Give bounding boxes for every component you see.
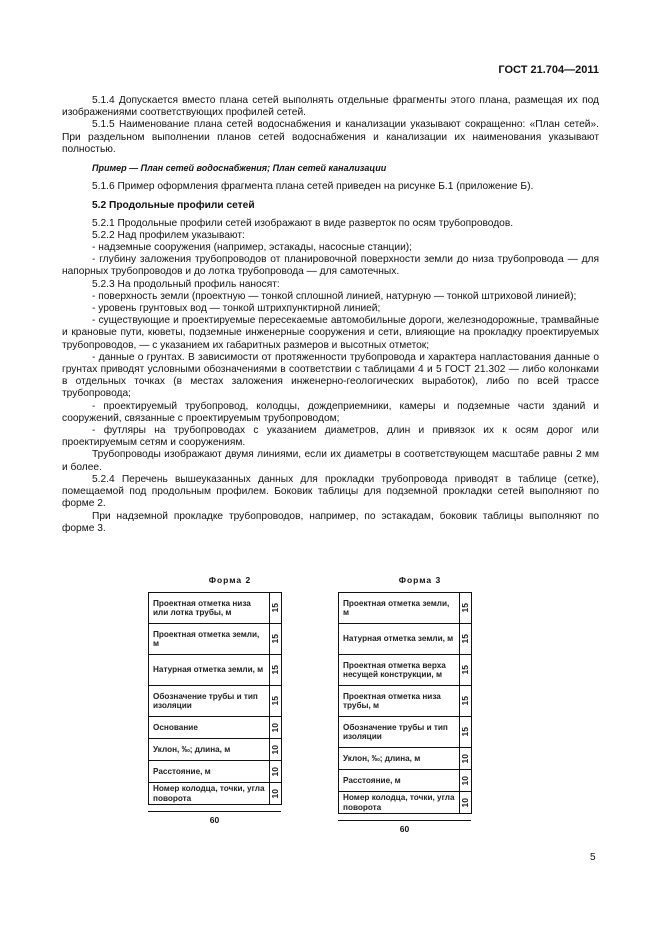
row-size <box>460 655 472 686</box>
paragraph: 5.2.1 Продольные профили сетей изображают в виде разверток по осям трубопроводов. <box>92 217 514 229</box>
width-dimension: 60 <box>148 811 281 826</box>
row-size-value: 15 <box>459 665 470 675</box>
table-row <box>149 686 282 717</box>
paragraph: Трубопроводы изображают двумя линиями, если их диаметры в соответствующем масштабе равны 2 мм и более. <box>62 449 599 473</box>
row-size <box>270 593 282 624</box>
paragraph: При надземной прокладке трубопроводов, например, по эстакадам, боковик таблицы выполняют по форме 3. <box>62 510 599 534</box>
table-row <box>149 783 282 805</box>
row-size <box>460 717 472 748</box>
row-size-value: 15 <box>459 603 470 613</box>
row-size-value: 15 <box>269 696 280 706</box>
table-row <box>149 655 282 686</box>
paragraph: - данные о грунтах. В зависимости от протяженности трубопровода и характера напластования данные о грунтах приводят условными обозначениями в соответствии с таблицами 4 и 5 ГОСТ 21.302 — либо колонками в отдельных точках (в местах заложения инженерно-геологических выработок), либо по всей трассе трубопровода; <box>62 351 599 400</box>
row-label: Проектная отметка низа или лотка трубы, м <box>149 593 270 624</box>
document-header: ГОСТ 21.704—2011 <box>498 64 599 76</box>
row-size-value: 10 <box>459 753 470 764</box>
paragraph: - футляры на трубопроводах с указанием диаметров, длин и привязок их к осям дорог или проектируемым сетям и сооружениям. <box>62 425 599 449</box>
document-body <box>62 95 599 535</box>
row-label: Проектная отметка низа трубы, м <box>339 686 460 717</box>
row-size <box>270 717 282 739</box>
row-size <box>460 624 472 655</box>
table-row <box>339 686 472 717</box>
form-3 <box>338 574 472 835</box>
page-number: 5 <box>590 852 596 863</box>
row-size <box>460 593 472 624</box>
row-size <box>460 748 472 770</box>
row-size <box>460 770 472 792</box>
table-row <box>149 739 282 761</box>
table-row <box>339 792 472 814</box>
row-label: Натурная отметка земли, м <box>149 655 270 686</box>
row-label: Основание <box>149 717 270 739</box>
row-label: Проектная отметка земли, м <box>149 624 270 655</box>
paragraph: 5.1.6 Пример оформления фрагмента плана сетей приведен на рисунке Б.1 (приложение Б). <box>92 181 534 193</box>
row-label: Расстояние, м <box>339 770 460 792</box>
table-row <box>339 770 472 792</box>
row-size-value: 15 <box>459 696 470 706</box>
form-title: Форма 3 <box>398 575 442 585</box>
example: Пример — План сетей водоснабжения; План сетей канализации <box>92 163 387 174</box>
table-row <box>339 624 472 655</box>
paragraph: - глубину заложения трубопроводов от планировочной поверхности земли до низа трубопровода — для напорных трубопроводов и до лотка трубопровода — для самотечных. <box>62 254 599 278</box>
row-size <box>270 624 282 655</box>
row-label: Натурная отметка земли, м <box>339 624 460 655</box>
row-label: Номер колодца, точки, угла поворота <box>339 792 460 814</box>
paragraph: - надземные сооружения (например, эстакады, насосные станции); <box>92 242 412 254</box>
table-row <box>149 717 282 739</box>
row-size-value: 10 <box>269 722 280 733</box>
row-size <box>460 792 472 814</box>
form-table <box>338 592 472 814</box>
row-size-value: 15 <box>459 727 470 737</box>
table-row <box>149 761 282 783</box>
row-size <box>270 686 282 717</box>
row-size-value: 10 <box>459 775 470 786</box>
paragraph: - поверхность земли (проектную — тонкой сплошной линией, натурную — тонкой штриховой линией); <box>92 290 577 302</box>
table-row <box>149 593 282 624</box>
row-label: Обозначение трубы и тип изоляции <box>149 686 270 717</box>
table-row <box>149 624 282 655</box>
paragraph: - уровень грунтовых вод — тонкой штрихпунктирной линией; <box>92 303 381 315</box>
paragraph: - существующие и проектируемые пересекаемые автомобильные дороги, железнодорожные, трамвайные и крановые пути, кюветы, подземные инженерные сооружения и сети, влияющие на прокладку проектируемых трубопроводов, — с указанием их габаритных размеров и высотных отметок; <box>62 315 599 351</box>
paragraph: 5.2.2 Над профилем указывают: <box>92 229 245 241</box>
paragraph: 5.1.4 Допускается вместо плана сетей выполнять отдельные фрагменты этого плана, размещая их под изображениями соответствующих профилей сетей. <box>62 95 599 119</box>
row-size-value: 15 <box>269 634 280 644</box>
table-row <box>339 655 472 686</box>
row-size-value: 15 <box>269 603 280 613</box>
form-title: Форма 2 <box>208 575 252 585</box>
form-2 <box>148 574 282 826</box>
row-size-value: 15 <box>269 665 280 675</box>
row-size-value: 15 <box>459 634 470 644</box>
row-label: Проектная отметка верха несущей конструкции, м <box>339 655 460 686</box>
row-size-value: 10 <box>269 744 280 755</box>
paragraph: 5.2.3 На продольный профиль наносят: <box>92 278 280 290</box>
row-label: Расстояние, м <box>149 761 270 783</box>
row-size-value: 10 <box>269 766 280 777</box>
paragraph: 5.2.4 Перечень вышеуказанных данных для прокладки трубопровода приводят в таблице (сетке), помещаемой под продольным профилем. Боковик таблицы для подземной прокладки сетей выполняют по форме 2. <box>62 473 599 510</box>
row-size <box>270 783 282 805</box>
row-label: Обозначение трубы и тип изоляции <box>339 717 460 748</box>
row-size-value: 10 <box>269 788 280 799</box>
form-table <box>148 592 282 805</box>
paragraph: - проектируемый трубопровод, колодцы, дождеприемники, камеры и подземные части зданий и сооружений, связанные с проектируемым трубопроводом; <box>62 400 599 424</box>
section-heading: 5.2 Продольные профили сетей <box>92 200 255 212</box>
row-size <box>270 761 282 783</box>
table-row <box>339 748 472 770</box>
row-size <box>270 655 282 686</box>
row-size-value: 10 <box>459 797 470 808</box>
row-size <box>460 686 472 717</box>
width-dimension: 60 <box>338 820 471 835</box>
row-label: Уклон, ‰; длина, м <box>149 739 270 761</box>
row-label: Уклон, ‰; длина, м <box>339 748 460 770</box>
row-label: Проектная отметка земли, м <box>339 593 460 624</box>
paragraph: 5.1.5 Наименование плана сетей водоснабжения и канализации указывают сокращенно: «План сетей». При раздельном выполнении планов сетей водоснабжения и канализации их наименования указывают полностью. <box>62 119 599 155</box>
row-label: Номер колодца, точки, угла поворота <box>149 783 270 805</box>
table-row <box>339 593 472 624</box>
table-row <box>339 717 472 748</box>
row-size <box>270 739 282 761</box>
